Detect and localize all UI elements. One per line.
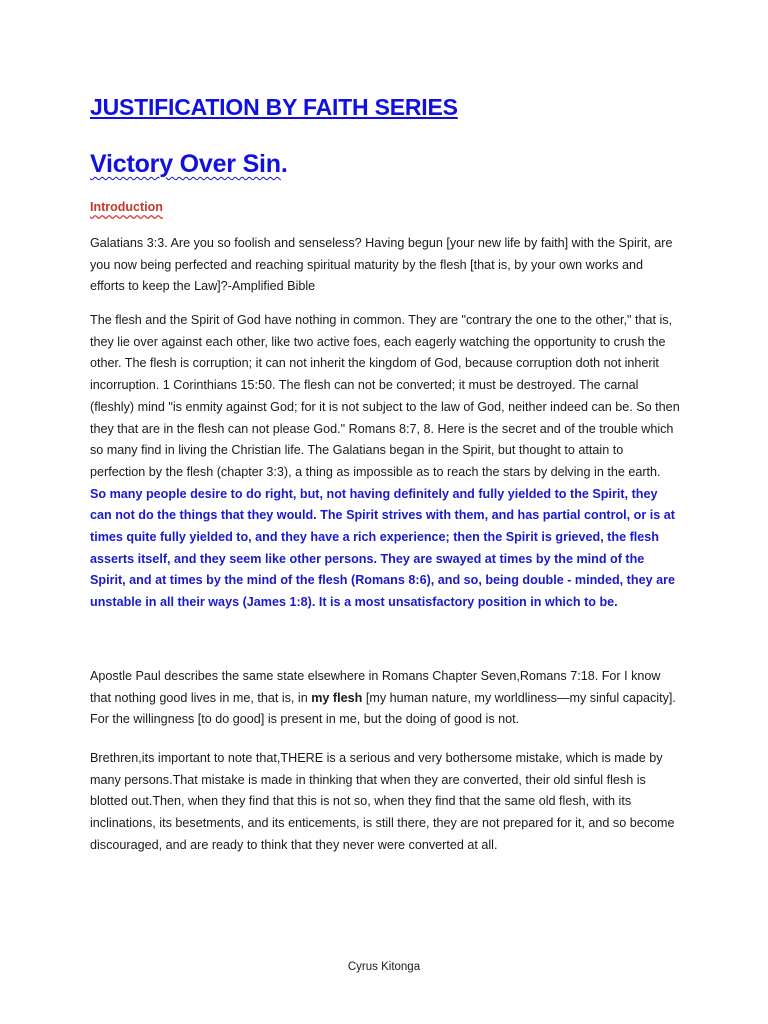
section-heading-introduction: Introduction bbox=[90, 200, 163, 214]
page-title-text: Victory Over Sin bbox=[90, 150, 281, 178]
paragraph-paul-text-before: Apostle Paul describes the same state elsewhere in Romans Chapter Seven,Romans 7:18. For I know that nothing good lives in me, that is, in bbox=[90, 669, 661, 705]
page-title bbox=[90, 150, 288, 179]
paragraph-galatians-quote: Galatians 3:3. Are you so foolish and senseless? Having begun [your new life by faith] with the Spirit, are you now being perfected and reaching spiritual maturity by the flesh [that is, by your own works and efforts to keep the Law]?-Amplified Bible bbox=[90, 236, 673, 294]
paragraph-flesh-text: The flesh and the Spirit of God have nothing in common. They are "contrary the one to the other," that is, they lie over against each other, like two active foes, each eagerly watching the opportunity to crush the other. The flesh is corruption; it can not inherit the kingdom of God, because corruption doth not inherit incorruption. 1 Corinthians 15:50. The flesh can not be converted; it must be destroyed. The carnal (fleshly) mind "is enmity against God; for it is not subject to the law of God, neither indeed can be. So then they that are in the flesh can not please God." Romans 8:7, 8. Here is the secret and of the trouble which so many find in living the Christian life. The Galatians began in the Spirit, but thought to attain to perfection by the flesh (chapter 3:3), a thing as impossible as to reach the stars by delving in the earth. bbox=[90, 313, 680, 479]
paragraph-flesh-and-spirit bbox=[90, 310, 680, 614]
paragraph-apostle-paul bbox=[90, 666, 680, 731]
author-footer: Cyrus Kitonga bbox=[347, 961, 421, 973]
series-title: JUSTIFICATION BY FAITH SERIES bbox=[90, 94, 458, 120]
paragraph-brethren: Brethren,its important to note that,THERE is a serious and very bothersome mistake, which is made by many persons.That mistake is made in thinking that when they are converted, their old sinful flesh is blotted out.Then, when they find that this is not so, when they find that the same old flesh, with its inclinations, its besetments, and its enticements, is still there, they are not prepared for it, and so become discouraged, and are ready to think that they never were converted at all. bbox=[90, 751, 675, 852]
paragraph-paul-text-after: [my human nature, my worldliness—my sinful capacity]. For the willingness [to do good] is present in me, but the doing of good is not. bbox=[90, 690, 676, 727]
page-title-period: . bbox=[280, 150, 288, 178]
paragraph-paul-bold: my flesh bbox=[311, 690, 363, 705]
paragraph-emphasis-text: So many people desire to do right, but, not having definitely and fully yielded to the Spirit, they can not do the things that they would. The Spirit strives with them, and has partial control, or is at times quite fully yielded to, and they have a rich experience; then the Spirit is grieved, the flesh asserts itself, and they seem like other persons. They are swayed at times by the mind of the Spirit, and at times by the mind of the flesh (Romans 8:6), and so, being double - minded, they are unstable in all their ways (James 1:8). It is a most unsatisfactory position in which to be. bbox=[90, 486, 675, 610]
